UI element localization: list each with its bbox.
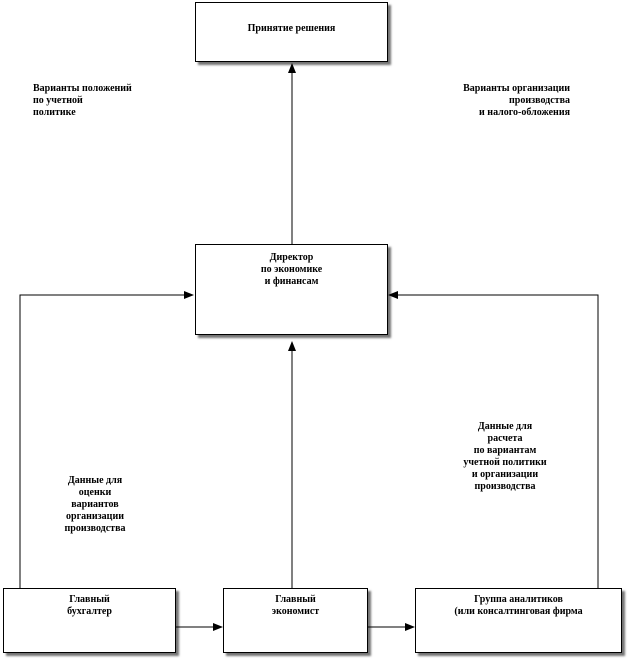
calc-data-label-line: по вариантам (473, 445, 537, 456)
policy-options-label-line: Варианты положений (33, 83, 132, 94)
analysts-group-box-line: (или консалтинговая фирма (454, 606, 583, 617)
analysts-group-box (415, 588, 622, 653)
calc-data-label-line: Данные для (477, 421, 533, 432)
eval-data-label-line: организации (66, 511, 124, 522)
director-box-line: по экономике (260, 264, 323, 275)
eval-data-label (40, 475, 150, 535)
calc-data-label-line: расчета (487, 433, 523, 444)
org-options-label-line: и налого-обложения (479, 107, 570, 118)
arrow-accountant-to-director (20, 295, 193, 588)
analysts-group-box-line: Группа аналитиков (474, 594, 563, 605)
chief-accountant-box (3, 588, 176, 653)
calc-data-label-line: и организации (471, 469, 539, 480)
chief-accountant-box-line: бухгалтер (67, 606, 112, 617)
chief-economist-box-line: экономист (271, 606, 320, 617)
eval-data-label-line: оценки (78, 487, 112, 498)
eval-data-label-line: производства (64, 523, 126, 534)
director-box-line: и финансам (264, 276, 319, 287)
calc-data-label-line: производства (474, 481, 536, 492)
eval-data-label-line: вариантов (71, 499, 119, 510)
chief-economist-box (223, 588, 368, 653)
eval-data-label-line: Данные для (67, 475, 123, 486)
org-options-label-line: производства (509, 95, 570, 106)
director-box (195, 244, 388, 335)
org-options-label (420, 83, 570, 119)
policy-options-label (33, 83, 132, 119)
chief-economist-box-line: Главный (275, 594, 316, 605)
chief-accountant-box-line: Главный (69, 594, 110, 605)
policy-options-label-line: по учетной (33, 95, 83, 106)
calc-data-label (440, 421, 570, 493)
decision-box-line: Принятие решения (247, 23, 336, 34)
org-options-label-line: Варианты организации (463, 83, 570, 94)
decision-box (195, 2, 388, 62)
policy-options-label-line: политике (33, 107, 76, 118)
director-box-line: Директор (269, 252, 314, 263)
calc-data-label-line: учетной политики (463, 457, 547, 468)
